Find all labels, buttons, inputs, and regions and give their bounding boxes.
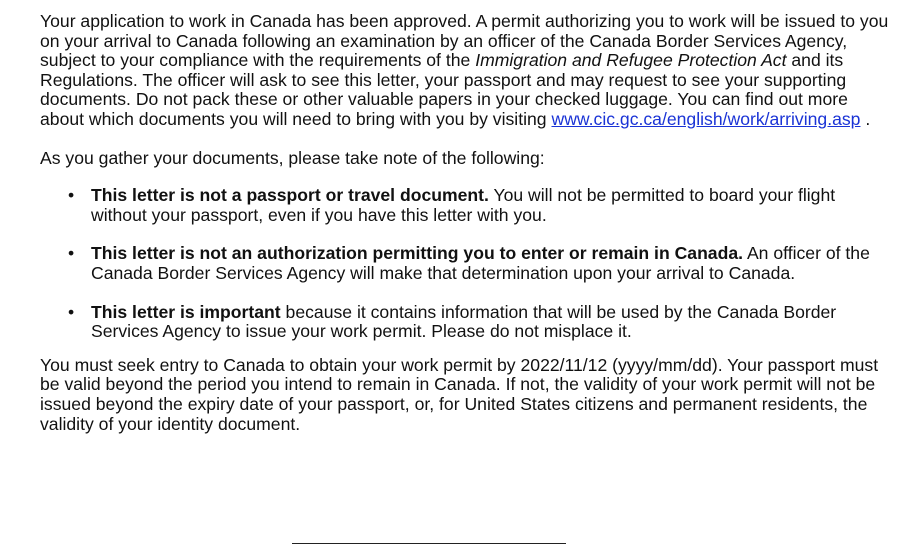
divider-line: [292, 543, 566, 544]
bullet-heading: This letter is important: [91, 301, 281, 322]
list-item: [40, 244, 890, 283]
gather-paragraph: As you gather your documents, please take note of the following:: [40, 147, 545, 168]
bullet-text: An officer of the Canada Border Services Agency will make that determination upon your arrival to Canada.: [91, 243, 870, 283]
intro-text-1: Your application to work in Canada has been approved. A permit authorizing you to work will be issued to you on your arrival to Canada following an examination by an officer of the Canada Border Services Agency, subject to your compliance with the requirements of the: [40, 11, 889, 71]
bullet-heading: This letter is not a passport or travel document.: [91, 185, 489, 206]
intro-paragraph: [40, 12, 890, 130]
intro-text-3: .: [860, 108, 871, 129]
closing-text-2: (yyyy/mm/dd). Your passport must be valid beyond the period you intend to remain in Canada. If not, the validity of your work permit will not be issued beyond the expiry date of your passport, or, for United States citizens and permanent residents, the validity of your identity document.: [40, 354, 879, 434]
notes-list: [40, 186, 890, 342]
bullet-text: because it contains information that will be used by the Canada Border Services Agency to issue your work permit. Please do not misplace it.: [91, 301, 837, 342]
list-item: [40, 186, 890, 225]
intro-text-2: and its Regulations. The officer will ask to see this letter, your passport and may request to see your supporting documents. Do not pack these or other valuable papers in your checked luggage. You can find out more about which documents you will need to bring with you by visiting: [40, 50, 848, 129]
act-name: Immigration and Refugee Protection Act: [475, 50, 787, 71]
list-item: [40, 303, 890, 342]
closing-paragraph: [40, 356, 890, 434]
entry-deadline-date: 2022/11/12: [520, 354, 608, 375]
bullet-icon: •: [68, 301, 75, 322]
bullet-text: You will not be permitted to board your flight without your passport, even if you have this letter with you.: [91, 185, 836, 225]
closing-text-1: You must seek entry to Canada to obtain your work permit by: [40, 354, 521, 375]
arriving-documents-link[interactable]: www.cic.gc.ca/english/work/arriving.asp: [551, 108, 861, 129]
bullet-icon: •: [68, 243, 75, 264]
bullet-heading: This letter is not an authorization permitting you to enter or remain in Canada.: [91, 243, 744, 264]
letter-body: [40, 12, 890, 434]
bullet-icon: •: [68, 185, 75, 206]
